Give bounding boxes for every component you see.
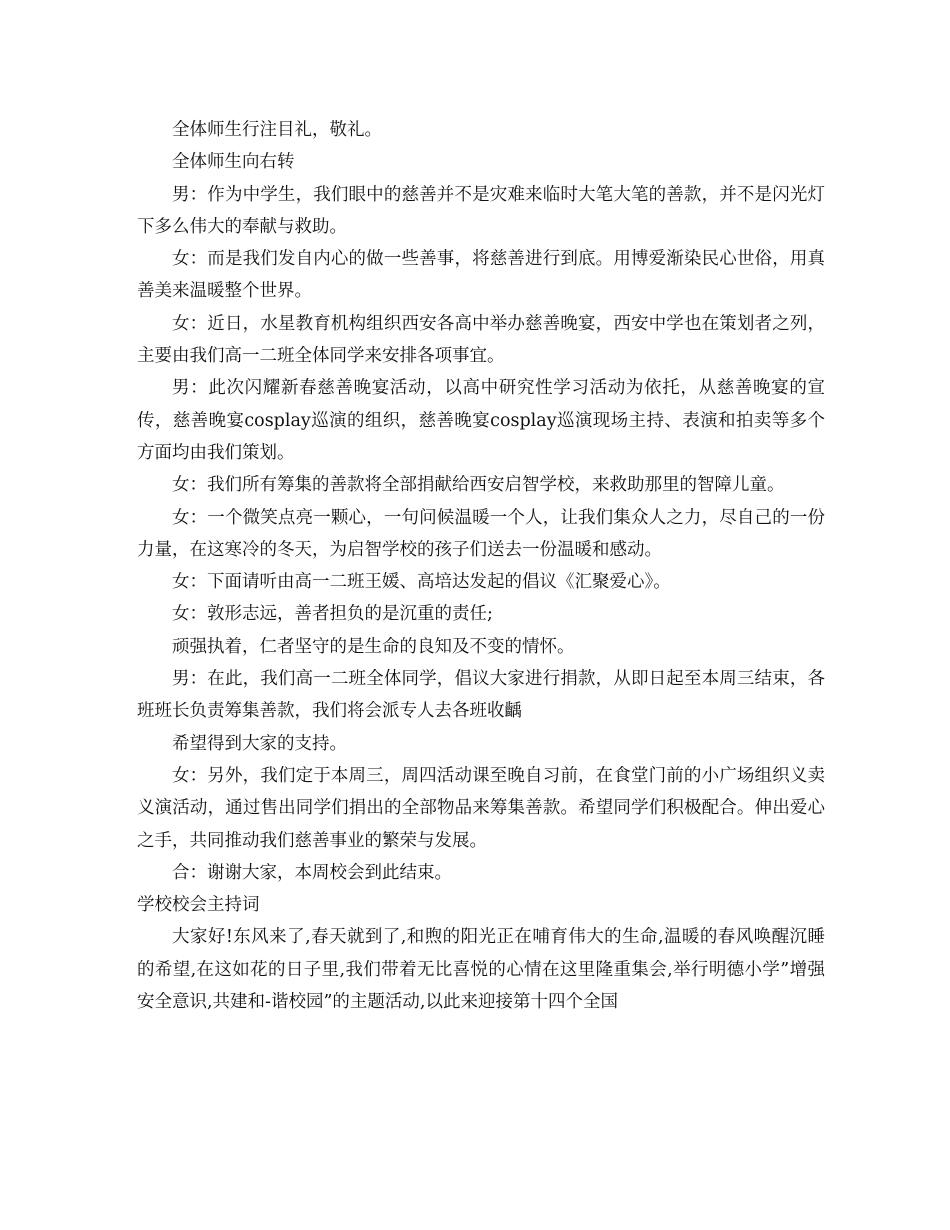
- paragraph: 女：一个微笑点亮一颗心，一句问候温暖一个人，让我们集众人之力，尽自己的一份力量，在这寒冷的冬天，为启智学校的孩子们送去一份温暖和感动。: [137, 507, 825, 560]
- paragraph: 男：作为中学生，我们眼中的慈善并不是灾难来临时大笔大笔的善款，并不是闪光灯下多么伟大的奉献与救助。: [137, 184, 825, 237]
- paragraph: 合：谢谢大家，本周校会到此结束。: [172, 862, 452, 883]
- section-heading: 学校校会主持词: [137, 895, 260, 916]
- paragraph: 全体师生向右转: [172, 152, 295, 173]
- paragraph: 男：此次闪耀新春慈善晚宴活动，以高中研究性学习活动为依托，从慈善晚宴的宣传，慈善晚宴cosplay巡演的组织，慈善晚宴cosplay巡演现场主持、表演和拍卖等多个方面均由我们策划。: [137, 378, 825, 463]
- paragraph: 女：下面请听由高一二班王媛、高培达发起的倡议《汇聚爱心》。: [172, 572, 671, 593]
- paragraph: 女：而是我们发自内心的做一些善事，将慈善进行到底。用博爱渐染民心世俗，用真善美来温暖整个世界。: [137, 249, 825, 302]
- paragraph: 全体师生行注目礼，敬礼。: [172, 120, 382, 140]
- paragraph: 顽强执着，仁者坚守的是生命的良知及不变的情怀。: [172, 636, 575, 657]
- paragraph: 希望得到大家的支持。: [172, 733, 347, 754]
- paragraph: 女：我们所有筹集的善款将全部捐献给西安启智学校，来救助那里的智障儿童。: [172, 475, 785, 496]
- paragraph: 女：另外，我们定于本周三，周四活动课至晚自习前，在食堂门前的小广场组织义卖义演活动，通过售出同学们捐出的全部物品来筹集善款。希望同学们积极配合。伸出爱心之手，共同推动我们慈善事业的繁荣与发展。: [137, 765, 825, 851]
- paragraph: 大家好!东风来了,春天就到了,和煦的阳光正在哺育伟大的生命,温暖的春风唤醒沉睡的希望,在这如花的日子里,我们带着无比喜悦的心情在这里隆重集会,举行明德小学”增强安全意识,共建和-谐校园”的主题活动,以此来迎接第十四个全国: [137, 927, 825, 1013]
- paragraph: 女：敦形志远，善者担负的是沉重的责任;: [172, 604, 493, 625]
- paragraph: 男：在此，我们高一二班全体同学，倡议大家进行捐款，从即日起至本周三结束，各班班长负责筹集善款，我们将会派专人去各班收齲: [137, 669, 825, 722]
- paragraph: 女：近日，水星教育机构组织西安各高中举办慈善晚宴，西安中学也在策划者之列，主要由我们高一二班全体同学来安排各项事宜。: [137, 313, 825, 367]
- document-body: [137, 114, 825, 1018]
